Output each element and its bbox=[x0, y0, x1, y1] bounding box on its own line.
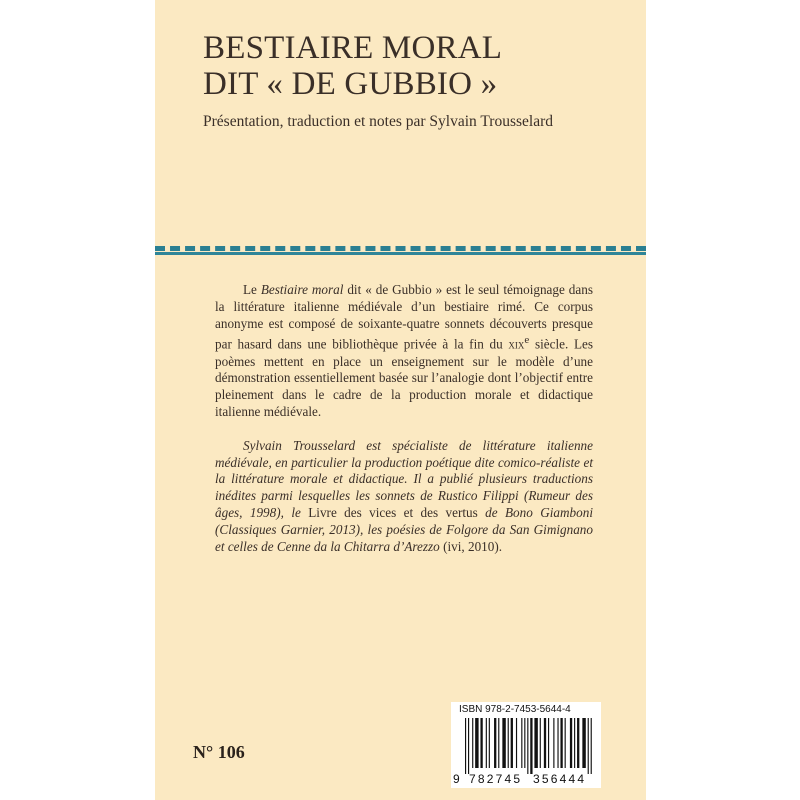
barcode-bar bbox=[502, 718, 505, 768]
barcode-group-2: 356444 bbox=[533, 772, 587, 786]
barcode-bar bbox=[577, 718, 579, 768]
decorative-rule-top bbox=[155, 246, 646, 251]
italic-text: Sylvain Trousselard est spécialiste de littérature italienne médiévale, en particulier la production poétique dite comico-réaliste et la littérature morale et didactique. Il a publié plusieurs traductions inédites parmi lesquelles les sonnets de Rustico Filippi (Rumeur des âges, 1998), le bbox=[215, 437, 593, 520]
barcode-bar bbox=[468, 718, 469, 774]
barcode-bar bbox=[548, 718, 549, 768]
barcode-bar bbox=[544, 718, 546, 768]
text-span: siècle. Les poèmes mettent en place un enseignement sur le modèle d’une démonstration essentiellement basée sur l’analogie dont l’objectif entre pleinement dans le cadre de la production morale et didactique italienne médiévale. bbox=[215, 336, 593, 419]
italic-text: de Bono Giamboni (Classiques Garnier, 2013), les poésies de Folgore da San Gimignano et celles de Cenne da la Chitarra d’Arezzo bbox=[215, 504, 593, 554]
barcode-bar bbox=[540, 718, 541, 768]
barcode-bar bbox=[527, 718, 528, 774]
barcode-bar bbox=[553, 718, 554, 768]
barcode-bar bbox=[489, 718, 490, 768]
title-line-1: BESTIAIRE MORAL bbox=[203, 30, 503, 66]
text-span: (ivi, 2010). bbox=[439, 538, 503, 554]
barcode-bar bbox=[465, 718, 466, 774]
barcode-bar bbox=[560, 718, 562, 768]
back-cover bbox=[155, 0, 646, 800]
barcode-bar bbox=[524, 718, 525, 768]
barcode-first-digit: 9 bbox=[453, 772, 460, 786]
isbn-barcode bbox=[451, 702, 601, 788]
barcode-bar bbox=[557, 718, 558, 768]
barcode-bar bbox=[574, 718, 575, 768]
superscript: e bbox=[524, 334, 530, 347]
barcode-bar bbox=[486, 718, 487, 768]
century-numeral: xix bbox=[508, 336, 525, 352]
barcode-bar bbox=[511, 718, 513, 768]
barcode-bar bbox=[480, 718, 482, 768]
book-title bbox=[203, 30, 502, 102]
barcode-bar bbox=[565, 718, 566, 768]
barcode-bar bbox=[521, 718, 522, 768]
barcode-bar bbox=[591, 718, 592, 774]
barcode-bar bbox=[588, 718, 589, 774]
title-line-2: DIT « DE GUBBIO » bbox=[203, 66, 498, 102]
barcode-bar bbox=[530, 718, 532, 774]
barcode-bar bbox=[498, 718, 499, 768]
author-bio bbox=[215, 438, 593, 556]
barcode-bar bbox=[475, 718, 478, 768]
blurb-paragraph bbox=[215, 282, 593, 421]
book-subtitle: Présentation, traduction et notes par Sylvain Trousselard bbox=[203, 113, 553, 130]
isbn-label: ISBN 978-2-7453-5644-4 bbox=[459, 704, 571, 715]
barcode-bar bbox=[472, 718, 473, 768]
decorative-rule-bottom bbox=[155, 252, 646, 255]
barcode-bar bbox=[570, 718, 572, 768]
barcode-bars bbox=[451, 718, 601, 774]
barcode-bar bbox=[508, 718, 509, 768]
barcode-bar bbox=[534, 718, 537, 768]
roman-title: Livre des vices et des vertus bbox=[308, 504, 478, 520]
blurb bbox=[215, 282, 593, 555]
barcode-bar bbox=[582, 718, 585, 768]
barcode-bar bbox=[494, 718, 496, 768]
text-span: Le bbox=[243, 282, 261, 297]
italic-title: Bestiaire moral bbox=[260, 282, 344, 297]
barcode-group-1: 782745 bbox=[469, 772, 523, 786]
text-span: dit « de Gubbio » est le seul témoignage dans la littérature italienne médiévale d’un bestiaire rimé. Ce corpus anonyme est composé de soixante-quatre sonnets découverts presque par hasard dans une bibliothèque privée à la fin du bbox=[215, 282, 593, 352]
series-number: N° 106 bbox=[193, 742, 245, 762]
barcode-bar bbox=[516, 718, 517, 768]
